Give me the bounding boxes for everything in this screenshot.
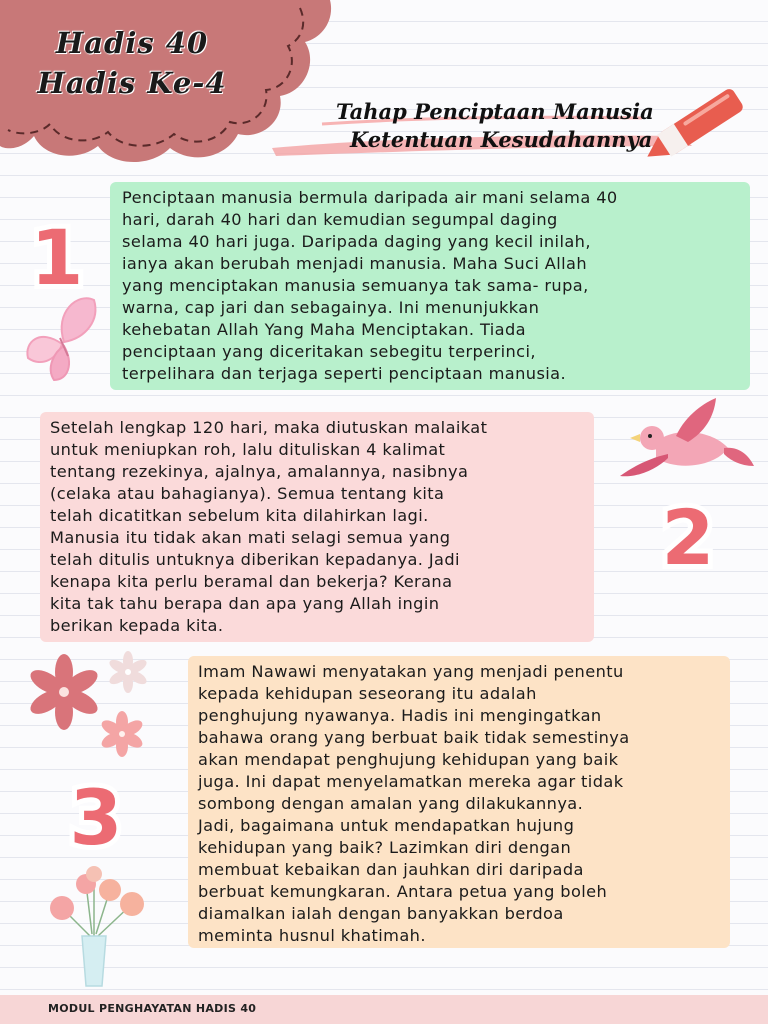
section-3-line: sombong dengan amalan yang dilakukannya. xyxy=(198,794,584,813)
flowers-decoration xyxy=(22,650,162,760)
svg-text:1: 1 xyxy=(30,214,84,298)
section-3-text xyxy=(198,661,630,947)
section-3-line: membuat kebaikan dan jauhkan diri daripada xyxy=(198,860,584,879)
page-title-line1: Hadis 40 xyxy=(55,26,209,60)
bird-icon xyxy=(616,396,756,492)
section-3-line: juga. Ini dapat menyelamatkan mereka agar tidak xyxy=(198,772,624,791)
section-2-line: Setelah lengkap 120 hari, maka diutuskan malaikat xyxy=(50,418,488,437)
footer-text: MODUL PENGHAYATAN HADIS 40 xyxy=(48,1002,257,1015)
section-3-line: penghujung nyawanya. Hadis ini mengingatkan xyxy=(198,706,602,725)
section-number-1 xyxy=(22,214,92,298)
section-3-line: bahawa orang yang berbuat baik tidak semestinya xyxy=(198,728,630,747)
svg-text:3: 3 xyxy=(69,773,123,856)
section-1-line: penciptaan yang diceritakan sebegitu terperinci, xyxy=(122,342,536,361)
section-1-line: terpelihara dan terjaga seperti penciptaan manusia. xyxy=(122,364,567,383)
marker-pen-icon xyxy=(630,82,762,168)
flower-vase-icon xyxy=(36,864,152,992)
section-3-line: meminta husnul khatimah. xyxy=(198,926,426,945)
section-3-line: diamalkan ialah dengan banyakkan berdoa xyxy=(198,904,564,923)
section-2-line: telah ditulis untuknya diberikan kepadanya. Jadi xyxy=(50,550,460,569)
section-3-line: kehidupan yang baik? Lazimkan diri dengan xyxy=(198,838,572,857)
section-2-line: kenapa kita perlu beramal dan bekerja? Kerana xyxy=(50,572,453,591)
section-number-3 xyxy=(56,772,136,856)
section-2-text xyxy=(50,417,487,637)
section-2-line: tentang rezekinya, ajalnya, amalannya, nasibnya xyxy=(50,462,469,481)
section-1-text xyxy=(122,187,618,385)
section-1-line: Penciptaan manusia bermula daripada air mani selama 40 xyxy=(122,188,618,207)
section-3-line: berbuat kemungkaran. Antara petua yang boleh xyxy=(198,882,608,901)
section-2-line: untuk meniupkan roh, lalu dituliskan 4 kalimat xyxy=(50,440,446,459)
section-2-line: kita tak tahu berapa dan apa yang Allah ingin xyxy=(50,594,440,613)
section-2-line: Manusia itu tidak akan mati selagi semua yang xyxy=(50,528,451,547)
section-2-line: berikan kepada kita. xyxy=(50,616,224,635)
section-3-line: Jadi, bagaimana untuk mendapatkan hujung xyxy=(198,816,575,835)
section-2-line: (celaka atau bahagianya). Semua tentang kita xyxy=(50,484,445,503)
butterfly-icon xyxy=(20,292,102,384)
section-3-line: akan mendapat penghujung kehidupan yang baik xyxy=(198,750,619,769)
footer-bar xyxy=(0,995,768,1024)
page-title-line2: Hadis Ke-4 xyxy=(37,66,227,100)
subtitle-line1: Tahap Penciptaan Manusia xyxy=(336,99,654,124)
section-number-2 xyxy=(648,492,728,576)
section-2-line: telah dicatitkan sebelum kita dilahirkan lagi. xyxy=(50,506,429,525)
svg-text:2: 2 xyxy=(661,493,715,576)
section-1-line: warna, cap jari dan sebagainya. Ini menunjukkan xyxy=(122,298,540,317)
section-3-line: kepada kehidupan seseorang itu adalah xyxy=(198,684,537,703)
section-1-line: yang menciptakan manusia semuanya tak sama- rupa, xyxy=(122,276,589,295)
section-1-line: hari, darah 40 hari dan kemudian segumpal daging xyxy=(122,210,558,229)
section-1-line: ianya akan berubah menjadi manusia. Maha Suci Allah xyxy=(122,254,588,273)
section-1-line: kehebatan Allah Yang Maha Menciptakan. Tiada xyxy=(122,320,526,339)
subtitle-line2: Ketentuan Kesudahannya xyxy=(350,127,653,152)
section-1-line: selama 40 hari juga. Daripada daging yang kecil inilah, xyxy=(122,232,591,251)
section-3-line: Imam Nawawi menyatakan yang menjadi penentu xyxy=(198,662,624,681)
